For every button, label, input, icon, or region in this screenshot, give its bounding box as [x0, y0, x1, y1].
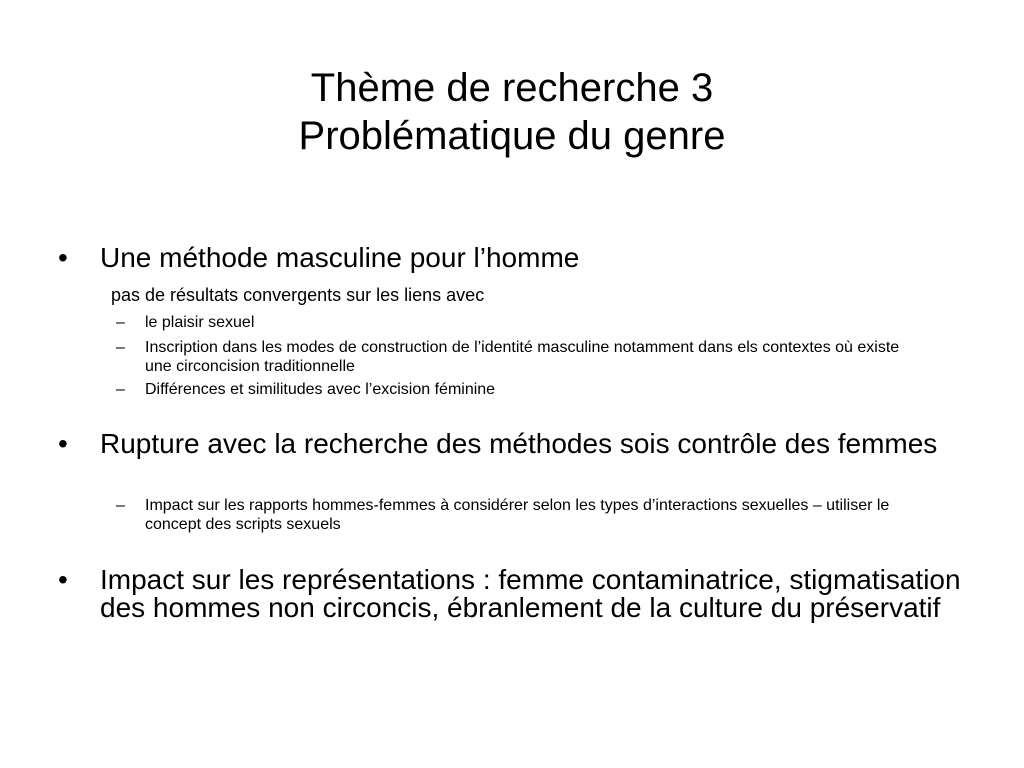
bullet-1-plain-line: pas de résultats convergents sur les liens avec	[111, 285, 485, 305]
title-line-2: Problématique du genre	[298, 114, 726, 158]
bullet-dot: •	[58, 428, 68, 459]
bullet-dot: •	[58, 564, 68, 595]
slide-title	[0, 64, 1024, 160]
title-line-1: Thème de recherche 3	[310, 66, 714, 110]
dash-mark: –	[116, 339, 125, 356]
bullet-item-1	[58, 244, 978, 272]
bullet-dot: •	[58, 242, 68, 273]
sub-text-1-1: le plaisir sexuel	[145, 314, 255, 331]
sub-item-1-2	[116, 338, 916, 376]
dash-mark: –	[116, 314, 125, 331]
bullet-text-3: Impact sur les représentations : femme contaminatrice, stigmatisation des hommes non circoncis, ébranlement de la culture du préservatif	[100, 564, 961, 623]
sub-text-1-2: Inscription dans les modes de construction de l’identité masculine notamment dans els contextes où existe une circoncision traditionnelle	[145, 339, 900, 375]
sub-item-1-1	[116, 313, 916, 332]
sub-item-1-3	[116, 380, 916, 399]
bullet-item-2	[58, 430, 978, 458]
bullet-item-3	[58, 566, 978, 622]
sub-text-1-3: Différences et similitudes avec l’excision féminine	[145, 381, 496, 398]
bullet-text-2: Rupture avec la recherche des méthodes sois contrôle des femmes	[100, 428, 938, 459]
dash-mark: –	[116, 497, 125, 514]
sub-item-2-1	[116, 496, 916, 534]
dash-mark: –	[116, 381, 125, 398]
bullet-text-1: Une méthode masculine pour l’homme	[100, 242, 580, 273]
sub-text-2-1: Impact sur les rapports hommes-femmes à considérer selon les types d’interactions sexuelles – utiliser le concept des scripts sexuels	[145, 497, 890, 533]
